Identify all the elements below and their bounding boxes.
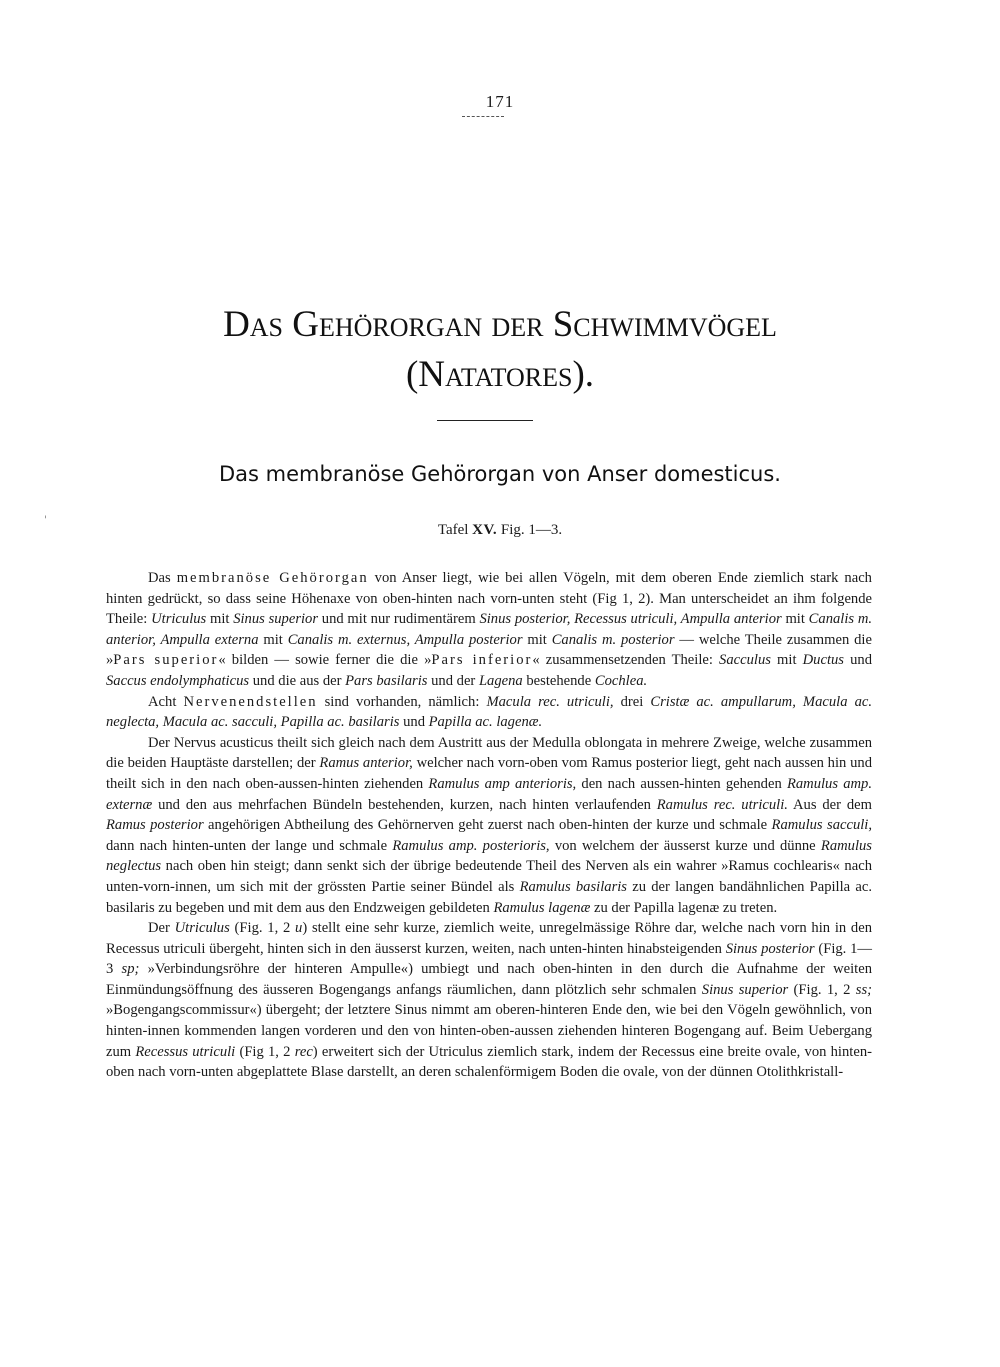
- paragraph-utriculus: [106, 918, 872, 1083]
- text-run: sind vorhanden, nämlich:: [317, 693, 487, 710]
- italic-term: Ramus posterior: [106, 817, 204, 834]
- paragraph-nerve-endings: [106, 692, 872, 733]
- subtitle: Das membranöse Gehörorgan von Anser domesticus.: [219, 462, 781, 486]
- italic-term: u: [295, 920, 303, 937]
- text-run: mit: [781, 611, 809, 628]
- italic-term: Ramulus neglectus: [106, 837, 872, 875]
- italic-term: rec: [294, 1043, 313, 1060]
- italic-term: Recessus utriculi: [135, 1043, 236, 1060]
- text-run: zu der langen bandähnlichen Papilla ac. basilaris zu begeben und mit dem aus den Endzweigen gebildeten: [106, 878, 872, 916]
- text-run: und den aus mehrfachen Bündeln bestehenden, kurzen, nach hinten verlaufenden: [152, 796, 657, 813]
- text-run: Der Nervus acusticus theilt sich gleich nach dem Austritt aus der Medulla oblongata in mehrere Zweige, welche zusammen die beiden Hauptäste darstellen; der: [106, 734, 872, 772]
- italic-term: Ductus: [802, 652, 844, 669]
- italic-term: Saccus endolymphaticus: [106, 672, 250, 689]
- text-run: mit: [258, 631, 288, 648]
- text-run: welcher nach vorn-oben vom Ramus posterior liegt, geht nach aussen hin und theilt sich in den nach oben-aussen-hinten ziehenden: [106, 755, 872, 792]
- spaced-term: membranöse Gehörorgan: [176, 570, 369, 586]
- text-run: ) stellt eine sehr kurze, ziemlich weite, unregelmässige Röhre dar, welche nach vorn hin in den Recessus utriculi übergeht, hinten sich in den äusserst kurzen, weiten, nach unten-hinten hinabsteigenden: [106, 920, 872, 957]
- paragraph-parts-of-organ: [106, 568, 872, 692]
- text-run: « zusammensetzenden Theile:: [532, 652, 720, 669]
- plate-number: XV.: [472, 522, 498, 538]
- spaced-term: Nervenendstellen: [183, 693, 318, 710]
- italic-term: Ramulus amp. posterioris,: [392, 837, 550, 854]
- italic-term: Pars basilaris: [345, 672, 428, 689]
- italic-term: Macula rec. utriculi,: [486, 693, 614, 710]
- italic-term: Ramulus amp. externæ: [106, 775, 872, 813]
- italic-term: Canalis m. externus, Ampulla posterior: [287, 631, 523, 648]
- figure-reference: Fig. 1—3.: [500, 522, 563, 538]
- text-run: — welche Theile zusammen die »: [106, 631, 872, 669]
- text-run: mit: [522, 631, 552, 648]
- body-text: [106, 568, 872, 1083]
- text-run: Der: [148, 920, 175, 937]
- italic-term: Cristæ ac. ampullarum, Macula ac. neglecta, Macula ac. sacculi, Papilla ac. basilaris: [106, 693, 872, 731]
- text-run: mit: [206, 611, 234, 628]
- main-title-line-1: Das Gehörorgan der Schwimmvögel: [223, 304, 777, 345]
- text-run: nach oben hin steigt; dann senkt sich der übrige bedeutende Theil des Nerven als ein wahrer »Ramus cochlearis« nach unten-vorn-innen, um sich mit der grössten Partie seiner Bündel als: [106, 858, 872, 895]
- italic-term: Sinus posterior, Recessus utriculi, Ampulla anterior: [479, 611, 782, 628]
- italic-term: Ramulus lagenæ: [493, 899, 591, 916]
- text-run: und: [399, 714, 429, 731]
- text-run: den nach aussen-hinten gehenden: [576, 775, 787, 792]
- text-run: (Fig 1, 2: [235, 1043, 295, 1060]
- italic-term: Cochlea.: [594, 672, 648, 689]
- italic-term: Ramulus sacculi,: [771, 817, 873, 834]
- italic-term: Sacculus: [719, 652, 771, 669]
- italic-term: sp;: [121, 961, 140, 978]
- margin-mark: ': [44, 515, 47, 526]
- text-run: und mit nur rudimentärem: [318, 611, 480, 628]
- text-run: dann nach hinten-unten der lange und schmale: [106, 837, 393, 854]
- italic-term: ss;: [855, 981, 873, 998]
- italic-term: Canalis m. anterior, Ampulla externa: [106, 611, 873, 648]
- plate-reference: [0, 522, 1000, 539]
- italic-term: Ramulus rec. utriculi.: [656, 796, 788, 813]
- italic-term: Utriculus: [174, 920, 230, 937]
- main-title-line-2: (Natatores).: [405, 354, 595, 395]
- text-run: (Fig. 1, 2: [788, 981, 856, 998]
- title-divider: [437, 420, 533, 421]
- paragraph-nervus-acusticus: [106, 733, 872, 918]
- text-run: und der: [427, 672, 479, 689]
- text-run: Das: [148, 570, 177, 586]
- text-run: »Verbindungsröhre der hinteren Ampulle«) umbiegt und nach oben-hinten in den durch die Aufnahme der weiten Einmündungsöffnung des äusseren Bogengangs anfangs räumlichen, dann plötzlich sehr schmalen: [106, 961, 872, 998]
- italic-term: Ramulus basilaris: [519, 878, 627, 895]
- plate-prefix: Tafel: [437, 522, 469, 538]
- italic-term: Ramulus amp anterioris,: [428, 775, 577, 792]
- italic-term: Canalis m. posterior: [551, 631, 675, 648]
- page-number: 171: [485, 92, 515, 111]
- italic-term: Sinus superior: [233, 611, 319, 628]
- spaced-term: Pars inferior: [431, 652, 533, 669]
- spaced-term: Pars superior: [113, 652, 219, 669]
- italic-term: Lagena: [478, 672, 523, 689]
- main-title: [0, 300, 1000, 400]
- text-run: drei: [613, 693, 651, 710]
- italic-term: Utriculus: [151, 611, 207, 628]
- text-run: zu der Papilla lagenæ zu treten.: [590, 899, 778, 916]
- text-run: (Fig. 1, 2: [229, 920, 296, 937]
- text-run: und: [843, 652, 872, 669]
- text-run: und die aus der: [249, 672, 346, 689]
- text-run: von Anser liegt, wie bei allen Vögeln, mit dem oberen Ende ziemlich stark nach hinten gedrückt, so dass seine Höhenaxe von oben-hinten nach vorn-unten steht (Fig 1, 2). Man unterscheidet an ihm folgende Theile:: [106, 570, 872, 628]
- text-run: »Bogengangscommissur«) übergeht; der letztere Sinus nimmt am oberen-hinteren Ende den, wie bei den Vögeln gewöhnlich, von hinten-innen kommenden langen vorderen und den von hinten-oben-aussen ziehenden hinteren Bogengang auf. Beim Uebergang zum: [106, 1002, 872, 1060]
- text-run: ) erweitert sich der Utriculus ziemlich stark, indem der Recessus eine breite ovale, von hinten-oben nach vorn-unten abgeplattete Blase darstellt, an deren schalenförmigem Boden die ovale, von der dünnen Otolithkristall-: [106, 1043, 872, 1081]
- page-number-underline: [462, 116, 504, 117]
- italic-term: Sinus posterior: [725, 940, 815, 957]
- text-run: angehörigen Abtheilung des Gehörnerven geht zuerst nach oben-hinten der kurze und schmale: [203, 817, 772, 834]
- italic-term: Ramus anterior,: [319, 755, 413, 772]
- text-run: Aus der dem: [787, 796, 872, 813]
- text-run: von welchem der äusserst kurze und dünne: [549, 837, 821, 854]
- text-run: bestehende: [522, 672, 595, 689]
- italic-term: Sinus superior: [701, 981, 789, 998]
- text-run: « bilden — sowie ferner die die »: [218, 652, 432, 669]
- text-run: (Fig. 1—3: [106, 940, 872, 978]
- italic-term: Papilla ac. lagenæ.: [428, 714, 543, 731]
- text-run: Acht: [148, 693, 184, 710]
- text-run: mit: [770, 652, 803, 669]
